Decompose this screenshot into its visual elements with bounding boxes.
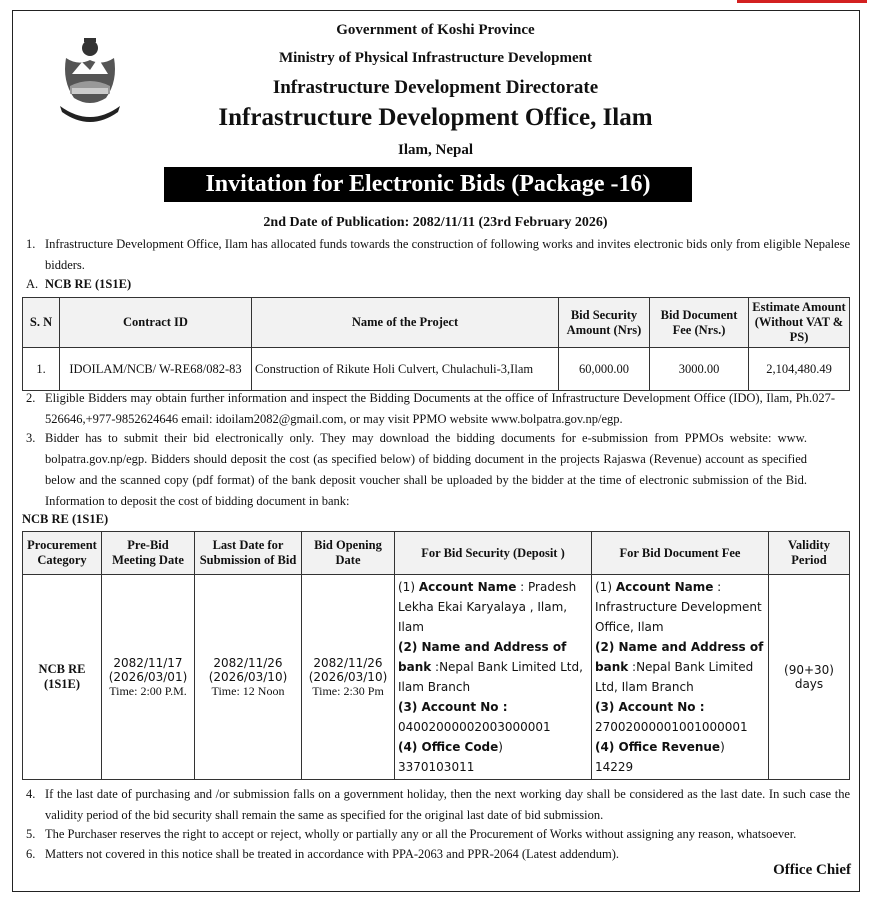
opening-date-ad: (2026/03/10) [308, 669, 388, 684]
col-validity: Validity Period [769, 532, 850, 575]
col-prebid: Pre-Bid Meeting Date [102, 532, 195, 575]
col-sn: S. N [23, 298, 60, 348]
para5-text: The Purchaser reserves the right to accept or reject, wholly or partially any or all the Procurement of Works without assigning any reason, whatsoever. [45, 827, 797, 841]
table-row [23, 575, 850, 780]
sec-l3-bold: (3) Account No : [398, 700, 508, 714]
header-ministry: Ministry of Physical Infrastructure Development [278, 50, 592, 66]
table-header-row [23, 532, 850, 575]
header-government: Government of Koshi Province [336, 22, 535, 38]
header-office: Infrastructure Development Office, Ilam [218, 104, 653, 131]
lastdate-date: 2082/11/26 [213, 655, 283, 670]
cell-security: 60,000.00 [559, 348, 650, 391]
cell-contract-id: IDOILAM/NCB/ W-RE68/082-83 [60, 348, 252, 391]
table-row [23, 348, 850, 391]
sec-l1-bold: Account Name [418, 580, 517, 594]
col-contract-id: Contract ID [60, 298, 252, 348]
fee-l2-text: :Nepal Bank Limited Ltd, Ilam Branch [595, 660, 754, 694]
cell-category: NCB RE (1S1E) [23, 575, 102, 780]
col-estimate: Estimate Amount (Without VAT & PS) [749, 298, 850, 348]
fee-l1-bold: Account Name [615, 580, 714, 594]
col-lastdate: Last Date for Submission of Bid [195, 532, 302, 575]
para3-number: 3. [26, 431, 36, 445]
cell-prebid [102, 575, 195, 780]
col-security: For Bid Security (Deposit ) [395, 532, 592, 575]
sec-l1-text: : Pradesh Lekha Ekai Karyalaya , Ilam, Ilam [398, 580, 577, 634]
para4-number: 4. [26, 787, 36, 801]
cell-fee: 3000.00 [650, 348, 749, 391]
cell-fee-details [592, 575, 769, 780]
col-opening: Bid Opening Date [302, 532, 395, 575]
para5-number: 5. [26, 827, 36, 841]
cell-project: Construction of Rikute Holi Culvert, Chulachuli-3,Ilam [252, 348, 559, 391]
col-project: Name of the Project [252, 298, 559, 348]
red-accent-bar [737, 0, 867, 3]
table-header-row [23, 298, 850, 348]
opening-date: 2082/11/26 [313, 655, 383, 670]
para6-number: 6. [26, 847, 36, 861]
sec-l4-paren: ) [498, 740, 503, 754]
section-a-label: NCB RE (1S1E) [45, 277, 132, 291]
fee-l3-text: 27002000001001000001 [595, 720, 748, 734]
col-bid-security: Bid Security Amount (Nrs) [559, 298, 650, 348]
cell-sn: 1. [23, 348, 60, 391]
para2-number: 2. [26, 391, 36, 405]
sec-l4-text: 3370103011 [398, 760, 475, 774]
publication-date: 2nd Date of Publication: 2082/11/11 (23rd February 2026) [263, 215, 608, 230]
fee-l3-bold: (3) Account No : [595, 700, 705, 714]
cell-estimate: 2,104,480.49 [749, 348, 850, 391]
para1-text: Infrastructure Development Office, Ilam has allocated funds towards the construction of following works and invites electronic bids only from eligible Nepalese bidders. [45, 237, 850, 272]
prebid-date-ad: (2026/03/01) [108, 669, 188, 684]
header-location: Ilam, Nepal [398, 142, 473, 158]
fee-l4-text: 14229 [595, 760, 634, 774]
fee-l1-text: : Infrastructure Development Office, Ilam [595, 580, 762, 634]
col-docfee: For Bid Document Fee [592, 532, 769, 575]
para3-text: Bidder has to submit their bid electronically only. They may download the bidding documents for e-submission from PPMOs website: www. bolpatra.gov.np/egp. Bidders should deposit the cost (as specified below) of bidding document in the projects Rajaswa (Revenue) account as specified below and the scanned copy (pdf format) of the bank deposit voucher shall be uploaded by the bidder at the time of electronic submission of the Bid. Information to deposit the cost of bidding document in bank: [45, 431, 807, 508]
signature-office-chief: Office Chief [773, 862, 851, 878]
cell-lastdate [195, 575, 302, 780]
section-2-label: NCB RE (1S1E) [22, 512, 109, 526]
para4-text: If the last date of purchasing and /or submission falls on a government holiday, then the next working day shall be considered as the last date. In such case the validity period of the bid security shall remain the same as specified for the original last date of bid submission. [45, 787, 850, 822]
para1-number: 1. [26, 237, 36, 251]
sec-l3-text: 04002000002003000001 [398, 720, 551, 734]
col-category: Procurement Category [23, 532, 102, 575]
fee-l4-bold: (4) Office Revenue [595, 740, 721, 754]
cell-opening [302, 575, 395, 780]
bid-details-table [22, 531, 850, 780]
sec-l4-bold: (4) Office Code [398, 740, 499, 754]
lastdate-date-ad: (2026/03/10) [208, 669, 288, 684]
sec-l2-bold: (2) Name and Address of bank [398, 640, 567, 674]
sec-l2-text: :Nepal Bank Limited Ltd, Ilam Branch [398, 660, 583, 694]
para2-text: Eligible Bidders may obtain further information and inspect the Bidding Documents at the office of Infrastructure Development Office (IDO), Ilam, Ph.027-526646,+977-9852624646 email: idoilam2082@gmail.com, or may visit PPMO website www.bolpatra.gov.np/egp. [45, 391, 835, 426]
opening-time: Time: 2:30 Pm [312, 683, 384, 698]
fee-l4-paren: ) [720, 740, 725, 754]
col-doc-fee: Bid Document Fee (Nrs.) [650, 298, 749, 348]
fee-l1: (1) [595, 580, 616, 594]
prebid-time: Time: 2:00 P.M. [109, 683, 187, 698]
lastdate-time: Time: 12 Noon [211, 683, 285, 698]
prebid-date: 2082/11/17 [113, 655, 183, 670]
cell-validity: (90+30) days [769, 575, 850, 780]
section-a-letter: A. [26, 277, 39, 291]
notice-title-banner: Invitation for Electronic Bids (Package -16) [164, 167, 692, 202]
fee-l2-bold: (2) Name and Address of bank [595, 640, 764, 674]
sec-l1: (1) [398, 580, 419, 594]
contracts-table [22, 297, 850, 391]
cell-security-details [395, 575, 592, 780]
para6-text: Matters not covered in this notice shall be treated in accordance with PPA-2063 and PPR-2064 (Latest addendum). [45, 847, 620, 861]
header-directorate: Infrastructure Development Directorate [272, 77, 599, 98]
